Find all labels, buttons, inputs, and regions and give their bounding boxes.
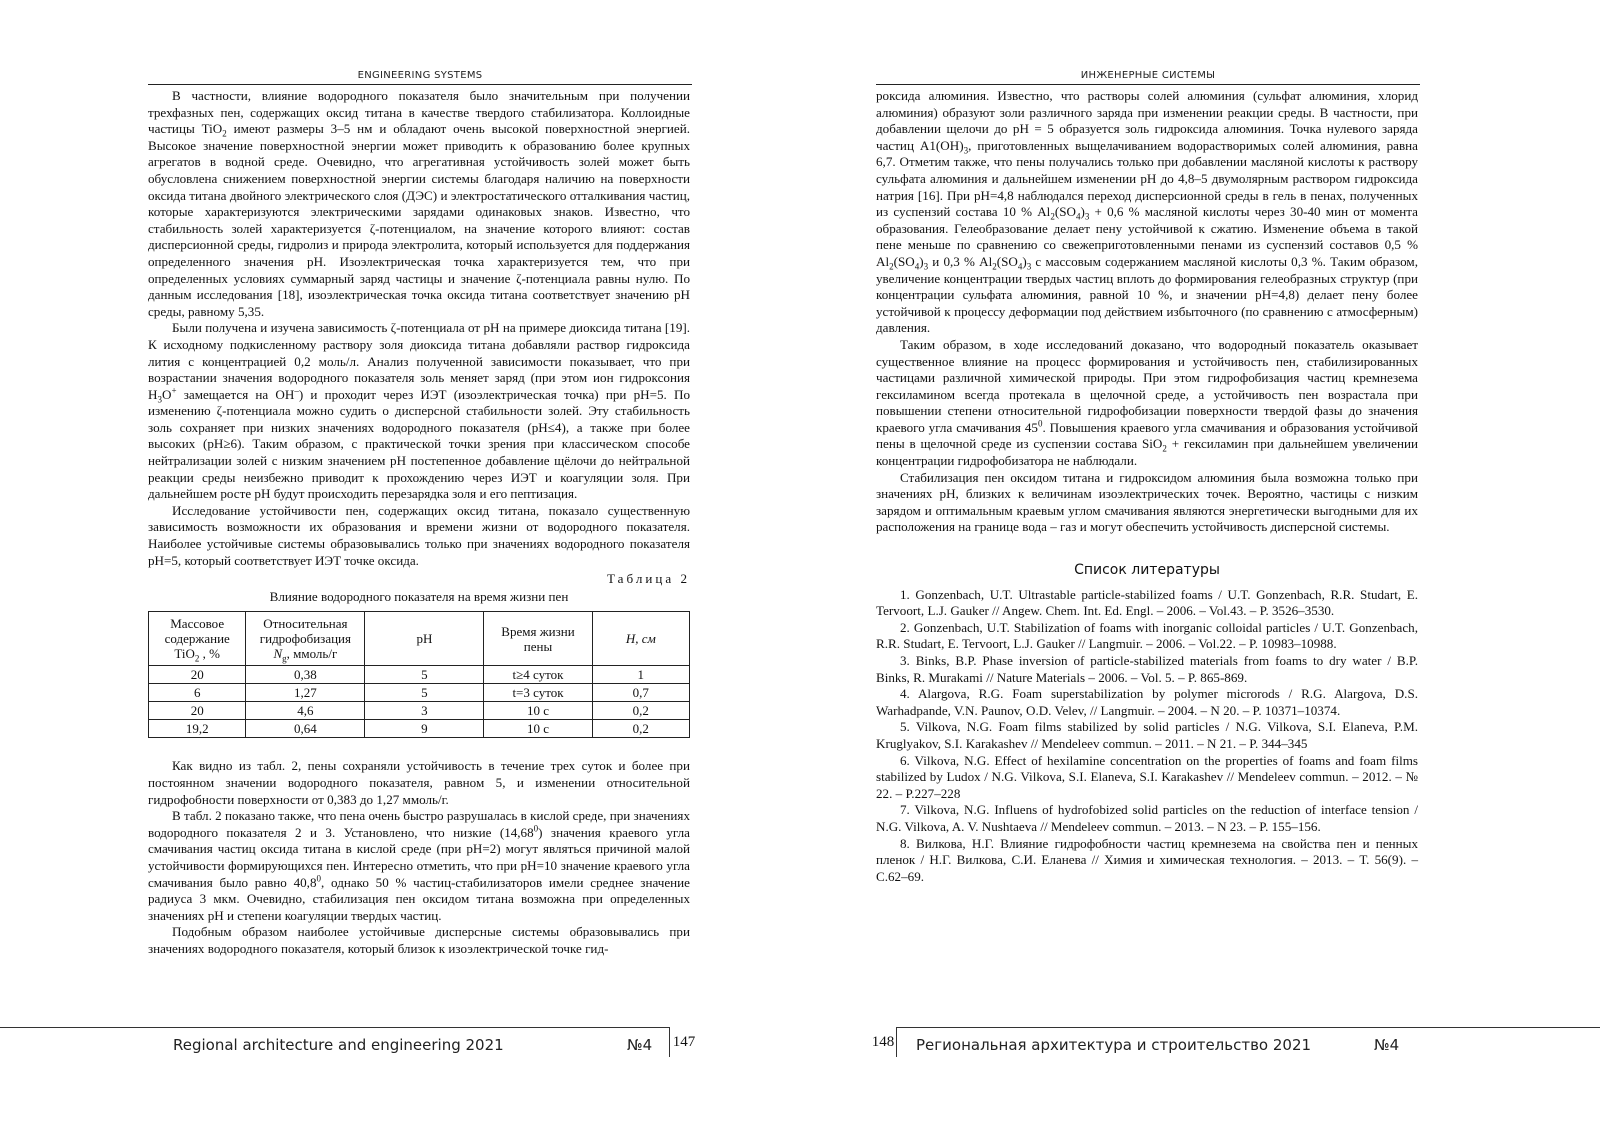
paragraph: Исследование устойчивости пен, содержащих оксид титана, показало существенную зависимость возможности их образования и времени жизни от водородного показателя. Наиболее устойчивые системы образовывались только при значениях водородного показателя pH=5, который соответствует ИЭТ точке оксида. [148,502,690,568]
table-row [149,702,690,720]
table-row [149,720,690,738]
paragraph: роксида алюминия. Известно, что растворы солей алюминия (сульфат алюминия, хлорид алюминия) образуют золи различного заряда при изменении реакции среды. В частности, при добавлении щелочи до pH = 5 образуется золь гидроксида алюминия. Точка нулевого заряда частиц $A1(OH)_3$, приготовленных выщелачиванием водорастворимых солей алюминия, равна 6,7. Отметим также, что пены получались только при добавлении масляной кислоты к раствору сульфата алюминия и дальнейшем изменении pH до 4,8–5 двумолярным раствором гидроксида натрия [16]. При pH=4,8 наблюдался переход дисперсионной среды в гель в пенах, полученных из суспензий состава 10 % $Al_2(SO_4)_3 + 0,6$ % масляной кислоты через 30-40 мин от момента образования. Гелеобразование делает пену устойчивой к сжатию. Изменение объема в такой пене меньше по сравнению со свежеприготовленными пенами из суспензий составов 0,5 % $Al_2(SO_4)_3$ и 0,3 % $Al_2(SO_4)_3$ с массовым содержанием масляной кислоты 0,3 %. Таким образом, увеличение концентрации твердых частиц вплоть до формирования гелеобразных структур (при концентрации сульфата алюминия, равной 10 %, и значении pH=4,8) делает пену более устойчивой к процессу деформации под действием избыточного (по сравнению с атмосферным) давления. [876,88,1418,336]
table-header-cell: H, см [592,612,689,666]
table-row [149,684,690,702]
paragraph: Подобным образом наиболее устойчивые дисперсные системы образовывались при значениях водородного показателя, который близок к изоэлектрической точке гид- [148,924,690,956]
right-text-column [876,88,1418,885]
table-cell: 3 [365,702,484,720]
footer-journal: Regional architecture and engineering 2021 [173,1036,504,1054]
footer-rule [0,1027,670,1028]
table-row [149,666,690,684]
table-cell: 20 [149,666,246,684]
data-table [148,611,690,738]
right-page [800,0,1600,1132]
table-cell: 1,27 [246,684,365,702]
reference-item: 3. Binks, B.P. Phase inversion of particle-stabilized materials from foams to dry water / B.P. Binks, R. Murakami // Nature Materials – 2006. – Vol. 5. – P. 865-869. [876,653,1418,685]
reference-item: 4. Alargova, R.G. Foam superstabilization by polymer microrods / R.G. Alargova, D.S. Warhadpande, V.N. Paunov, O.D. Velev, // Langmuir. – 2004. – N 20. – P. 10371–10374. [876,686,1418,718]
header-rule [876,84,1420,85]
table-cell: 10 с [484,720,592,738]
footer-rule [896,1027,1600,1028]
footer-journal: Региональная архитектура и строительство 2021 [916,1036,1312,1054]
reference-item: 6. Vilkova, N.G. Effect of hexilamine concentration on the properties of foams and foam films stabilized by Ludox / N.G. Vilkova, S.I. Elaneva, S.I. Karakashev // Mendeleev commun. – 2012. – № 22. – P.227–228 [876,752,1418,801]
table-cell: 9 [365,720,484,738]
table-body [149,666,690,738]
table-header-cell: Время жизни пены [484,612,592,666]
table-header-row [149,612,690,666]
table-cell: t=3 суток [484,684,592,702]
table-cell: 5 [365,684,484,702]
table-cell: 0,38 [246,666,365,684]
reference-item: 1. Gonzenbach, U.T. Ultrastable particle-stabilized foams / U.T. Gonzenbach, R.R. Studart, E. Tervoort, L.J. Gauker // Angew. Chem. Int. Ed. Engl. – 2006. – Vol.43. – P. 3526–3530. [876,586,1418,619]
table-cell: 0,7 [592,684,689,702]
table-cell: 5 [365,666,484,684]
reference-item: 2. Gonzenbach, U.T. Stabilization of foams with inorganic colloidal particles / U.T. Gonzenbach, R.R. Studart, E. Tervoort, L.J. Gauker // Langmuir. – 2006. – Vol.22. – P. 10983–10988. [876,619,1418,652]
table-cell: 19,2 [149,720,246,738]
running-head: ENGINEERING SYSTEMS [357,70,483,81]
table-cell: 6 [149,684,246,702]
table-cell: 4,6 [246,702,365,720]
table-cell: 20 [149,702,246,720]
paragraph: Стабилизация пен оксидом титана и гидроксидом алюминия была возможна только при значениях pH, близких к величинам изоэлектрических точек. Вероятно, частицы с низким зарядом и оптимальным краевым углом смачивания являются энергетически выгодными для их расположения на границе вода – газ и могут обеспечить устойчивость дисперсной системы. [876,469,1418,535]
table-title: Влияние водородного показателя на время жизни пен [269,588,569,604]
table-cell: 0,64 [246,720,365,738]
table-cell: 10 с [484,702,592,720]
footer-issue: №4 [627,1036,653,1054]
footer-issue: №4 [1374,1036,1400,1054]
paragraph: Таким образом, в ходе исследований доказано, что водородный показатель оказывает существенное влияние на процесс формирования и устойчивость пен, стабилизированных частицами различной химической природы. При этом гидрофобизация частиц кремнезема гексиламином всегда протекала в щелочной среде, а устойчивость пен возрастала при повышении степени относительной гидрофобизации поверхности твердой фазы до значения краевого угла смачивания $45^0$. Повышения краевого угла смачивания и образования устойчивой пены в щелочной среде из суспензии состава SiO$_2$ + гексиламин при дальнейшем увеличении концентрации гидрофобизатора не наблюдали. [876,336,1418,469]
paragraph: В частности, влияние водородного показателя было значительным при получении трехфазных пен, содержащих оксид титана в качестве твердого стабилизатора. Коллоидные частицы TiO$_2$ имеют размеры 3–5 нм и обладают очень высокой поверхностной энергией. Высокое значение поверхностной энергии может приводить к образованию более крупных агрегатов в водной среде. Очевидно, что агрегативная устойчивость золей может быть обусловлена снижением поверхностной энергии системы благодаря наличию на поверхности оксида титана двойного электрического слоя (ДЭС) и электростатического отталкивания частиц, которые характеризуются электрическими зарядами одинаковых знаков. Известно, что стабильность золей характеризуется ζ-потенциалом, на значение которого влияют: состав дисперсионной среды, гидролиз и природа электролита, который используется для поддержания определенного значения pH. Изоэлектрическая точка характеризуется тем, что при определенных условиях суммарный заряд частицы и значение ζ-потенциала равны нулю. По данным исследования [18], изоэлектрическая точка оксида титана соответствует значению pH среды, равному 5,35. [148,88,690,319]
page-number: 148 [870,1027,897,1057]
table-cell: 0,2 [592,720,689,738]
left-text-column [148,88,690,958]
table-cell: 1 [592,666,689,684]
reference-item: 8. Вилкова, Н.Г. Влияние гидрофобности частиц кремнезема на свойства пен и пенных пленок / Н.Г. Вилкова, С.И. Еланева // Химия и химическая технология. – 2013. – Т. 56(9). – С.62–69. [876,835,1418,884]
table-header-cell: Массовое содержание TiO$_2$ , % [149,612,246,666]
header-rule [148,84,692,85]
table-header-cell: pH [365,612,484,666]
running-head: ИНЖЕНЕРНЫЕ СИСТЕМЫ [1080,70,1216,81]
page-number: 147 [669,1027,698,1057]
paragraph: Были получена и изучена зависимость ζ-потенциала от pH на примере диоксида титана [19]. К исходному подкисленному раствору золя диоксида титана добавляли раствор гидроксида лития с концентрацией 0,2 моль/л. Анализ полученной зависимости показывает, что при возрастании значения водородного показателя золь меняет заряд (при этом ион гидроксония $H_3O^+$ замещается на OH–) и проходит через ИЭТ (изоэлектрическая точка) при pH=5. По изменению ζ-потенциала можно судить о дисперсной стабильности золей. Эту стабильность золь сохраняет при низких значениях водородного показателя (pH≤4), а также при более высоких (pH≥6). Таким образом, с практической точки зрения при классическом способе нейтрализации золей с низким значением pH постепенное добавление щёлочи до нейтральной реакции среды неизбежно приводит к прохождению через ИЭТ и коагуляции золя. При дальнейшем росте pH будут происходить перезарядка золя и его пептизация. [148,320,690,502]
references-list [876,587,1418,886]
reference-item: 5. Vilkova, N.G. Foam films stabilized by solid particles / N.G. Vilkova, S.I. Elaneva, P.M. Kruglyakov, S.I. Karakashev // Mendeleev commun. – 2011. – N 21. – P. 344–345 [876,719,1418,751]
table-cell: t≥4 суток [484,666,592,684]
reference-item: 7. Vilkova, N.G. Influens of hydrofobized solid particles on the reduction of interface tension / N.G. Vilkova, A. V. Nushtaeva // Mendeleev commun. – 2013. – N 23. – P. 155–156. [876,802,1418,834]
paragraph: Как видно из табл. 2, пены сохраняли устойчивость в течение трех суток и более при постоянном значении водородного показателя, равном 5, и изменении относительной гидрофобности поверхности от 0,383 до 1,27 ммоль/г. [148,758,690,807]
paragraph: В табл. 2 показано также, что пена очень быстро разрушалась в кислой среде, при значениях водородного показателя 2 и 3. Установлено, что низкие (14,68$^0$) значения краевого угла смачивания частиц оксида титана в кислой среде (при pH=2) могут являться причиной малой устойчивости формирующихся пен. Интересно отметить, что при pH=10 значение краевого угла смачивания было равно 40,8$^0$, однако 50 % частиц-стабилизаторов имели среднее значение радиуса 3 мкм. Очевидно, стабилизация пен оксидом титана возможна при определенных значениях pH и степени коагуляции твердых частиц. [148,808,690,923]
table-cell: 0,2 [592,702,689,720]
table-label: Таблица 2 [607,571,690,587]
table-header-cell: Относительная гидрофобизация $N_g$, ммоль/г [246,612,365,666]
references-title: Список литературы [1074,562,1220,579]
